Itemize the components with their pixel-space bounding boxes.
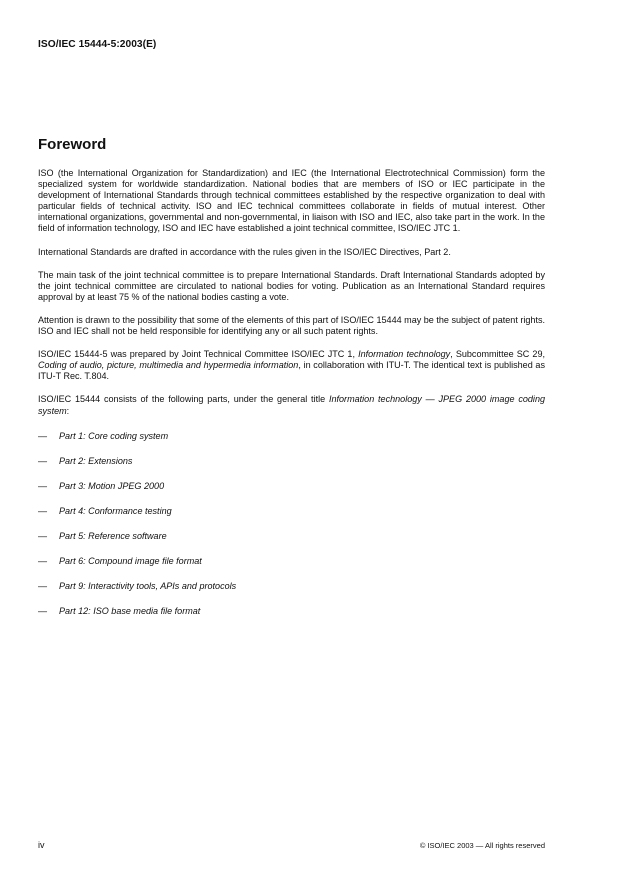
page-number: iv — [38, 840, 45, 850]
part-label: Part 2: Extensions — [59, 455, 133, 466]
prepared-by-italic-1: Information technology — [358, 349, 451, 360]
list-item — [38, 456, 545, 481]
part-label: Part 5: Reference software — [59, 530, 167, 541]
parts-list — [38, 431, 545, 632]
list-item — [38, 581, 545, 606]
paragraph-main-task: The main task of the joint technical committee is to prepare International Standards. Draft International Standards adopted by the joint technical committee are circulated to national bodies for voting. Publication as an International Standard requires approval by at least 75 % of the national bodies casting a vote. — [38, 269, 545, 302]
prepared-by-text-2: , Subcommittee SC 29, — [450, 349, 545, 360]
parts-intro-text-1: ISO/IEC 15444 consists of the following parts, under the general title — [38, 394, 329, 405]
part-label: Part 12: ISO base media file format — [59, 606, 201, 617]
part-label: Part 1: Core coding system — [59, 430, 169, 441]
parts-intro-italic: Information technology — JPEG 2000 image coding system — [38, 394, 546, 416]
paragraph-prepared-by — [38, 349, 545, 382]
foreword-body — [38, 168, 545, 631]
paragraph-patent-rights: Attention is drawn to the possibility that some of the elements of this part of ISO/IEC 15444 may be the subject of patent rights. ISO and IEC shall not be held responsible for identifying any or all such patent rights. — [38, 314, 545, 337]
list-item — [38, 506, 545, 531]
list-item — [38, 556, 545, 581]
prepared-by-text-3: , in collaboration with ITU-T. The identical text is published as ITU-T Rec. T.804. — [38, 360, 545, 382]
copyright-notice: © ISO/IEC 2003 — All rights reserved — [419, 841, 545, 850]
prepared-by-text-1: ISO/IEC 15444-5 was prepared by Joint Technical Committee ISO/IEC JTC 1, — [38, 349, 359, 360]
list-item — [38, 606, 545, 631]
list-item — [38, 531, 545, 556]
list-dash: — — [38, 530, 48, 541]
paragraph-directives: International Standards are drafted in accordance with the rules given in the ISO/IEC Directives, Part 2. — [38, 246, 451, 257]
part-label: Part 4: Conformance testing — [59, 505, 172, 516]
document-id-header: ISO/IEC 15444-5:2003(E) — [38, 39, 157, 50]
list-item — [38, 481, 545, 506]
list-dash: — — [38, 556, 48, 567]
list-dash: — — [38, 581, 48, 592]
paragraph-iso-iec-intro: ISO (the International Organization for Standardization) and IEC (the International Electrotechnical Commission) form the specialized system for worldwide standardization. National bodies that are members of ISO or IEC participate in the development of International Standards through technical committees established by the respective organization to deal with particular fields of technical activity. ISO and IEC technical committees collaborate in fields of mutual interest. Other international organizations, governmental and non-governmental, in liaison with ISO and IEC, also take part in the work. In the field of information technology, ISO and IEC have established a joint technical committee, ISO/IEC JTC 1. — [38, 168, 545, 234]
paragraph-parts-intro — [38, 394, 545, 416]
prepared-by-italic-2: Coding of audio, picture, multimedia and hypermedia information — [38, 360, 299, 371]
list-dash: — — [38, 455, 48, 466]
list-dash: — — [38, 606, 48, 617]
list-dash: — — [38, 430, 48, 441]
list-dash: — — [38, 480, 48, 491]
parts-intro-text-2: : — [66, 405, 70, 416]
part-label: Part 3: Motion JPEG 2000 — [59, 480, 165, 491]
list-item — [38, 431, 545, 456]
part-label: Part 6: Compound image file format — [59, 556, 202, 567]
list-dash: — — [38, 505, 48, 516]
page-title: Foreword — [38, 136, 107, 153]
part-label: Part 9: Interactivity tools, APIs and protocols — [59, 581, 237, 592]
